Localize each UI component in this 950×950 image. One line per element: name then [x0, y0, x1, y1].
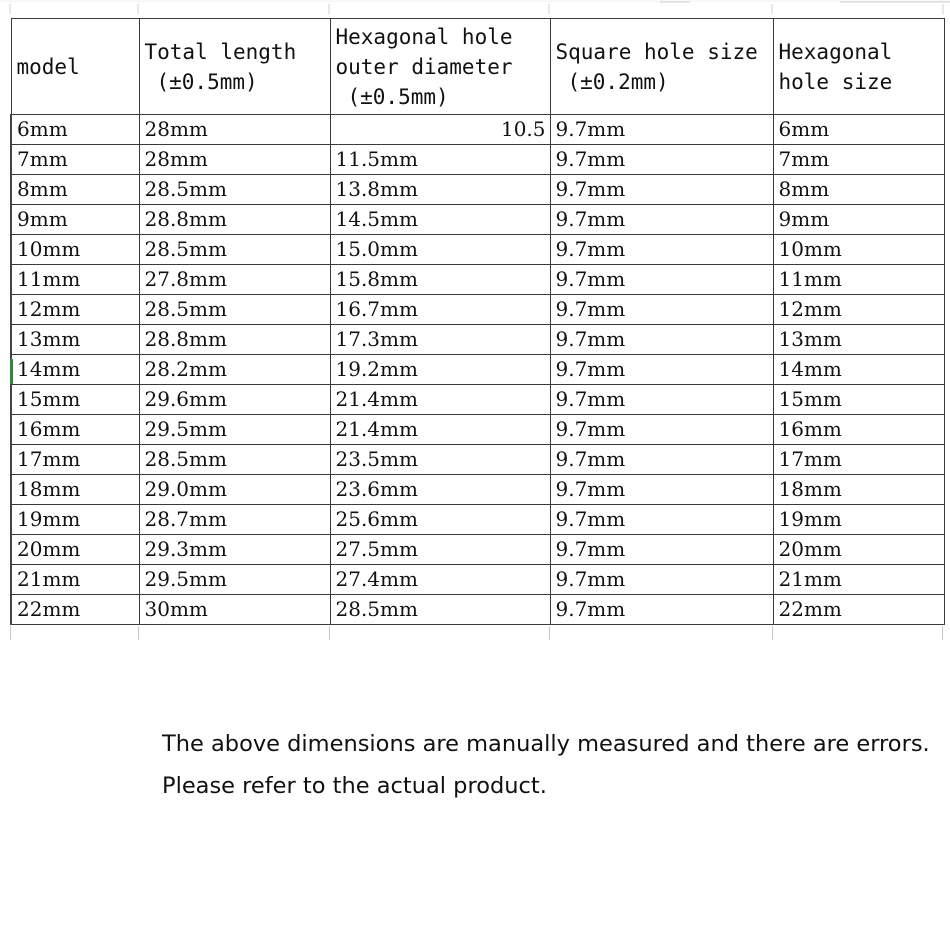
cell-hex-outer-diameter[interactable]: 16.7mm [330, 295, 550, 325]
header-hex-outer-diameter-line1: Hexagonal hole [335, 24, 513, 49]
cell-total-length[interactable]: 30mm [139, 595, 330, 625]
header-model-label: model [16, 54, 80, 79]
cell-hex-hole-size[interactable]: 21mm [773, 565, 944, 595]
table-row [11, 175, 944, 205]
cell-hex-outer-diameter[interactable]: 15.8mm [330, 265, 550, 295]
cell-square-hole-size[interactable]: 9.7mm [550, 505, 773, 535]
cell-total-length[interactable]: 27.8mm [139, 265, 330, 295]
cell-square-hole-size[interactable]: 9.7mm [550, 205, 773, 235]
cell-square-hole-size[interactable]: 9.7mm [550, 445, 773, 475]
cell-hex-outer-diameter[interactable]: 21.4mm [330, 415, 550, 445]
cell-hex-outer-diameter[interactable]: 11.5mm [330, 145, 550, 175]
cell-hex-outer-diameter[interactable]: 27.5mm [330, 535, 550, 565]
cell-hex-hole-size[interactable]: 22mm [773, 595, 944, 625]
header-hex-outer-diameter-tolerance: (±0.5mm) [347, 84, 449, 109]
cell-hex-hole-size[interactable]: 14mm [773, 355, 944, 385]
cell-model[interactable]: 21mm [11, 565, 139, 595]
cell-total-length[interactable]: 28.5mm [139, 175, 330, 205]
measurement-disclaimer [162, 723, 950, 807]
size-spec-table [10, 18, 945, 625]
cell-total-length[interactable]: 28.8mm [139, 205, 330, 235]
header-total-length-label: Total length [144, 39, 297, 64]
cell-hex-outer-diameter[interactable]: 21.4mm [330, 385, 550, 415]
cell-hex-hole-size[interactable]: 20mm [773, 535, 944, 565]
cell-model[interactable]: 19mm [11, 505, 139, 535]
cell-square-hole-size[interactable]: 9.7mm [550, 115, 773, 145]
cell-hex-outer-diameter[interactable]: 14.5mm [330, 205, 550, 235]
cell-hex-hole-size[interactable]: 11mm [773, 265, 944, 295]
cell-hex-hole-size[interactable]: 16mm [773, 415, 944, 445]
cell-total-length[interactable]: 29.5mm [139, 415, 330, 445]
header-hex-hole-size-line2: hole size [778, 69, 893, 94]
cell-hex-outer-diameter[interactable]: 23.6mm [330, 475, 550, 505]
cell-square-hole-size[interactable]: 9.7mm [550, 415, 773, 445]
cell-hex-outer-diameter[interactable]: 23.5mm [330, 445, 550, 475]
cell-hex-hole-size[interactable]: 8mm [773, 175, 944, 205]
active-cell-indicator [10, 359, 13, 384]
table-row [11, 505, 944, 535]
cell-square-hole-size[interactable]: 9.7mm [550, 535, 773, 565]
cell-square-hole-size[interactable]: 9.7mm [550, 565, 773, 595]
cell-total-length[interactable]: 28mm [139, 115, 330, 145]
table-row [11, 565, 944, 595]
cell-hex-hole-size[interactable]: 15mm [773, 385, 944, 415]
cell-total-length[interactable]: 28.5mm [139, 295, 330, 325]
cell-total-length[interactable]: 28mm [139, 145, 330, 175]
cell-model[interactable]: 15mm [11, 385, 139, 415]
cell-model[interactable]: 11mm [11, 265, 139, 295]
cell-square-hole-size[interactable]: 9.7mm [550, 145, 773, 175]
table-row [11, 535, 944, 565]
cell-model[interactable]: 9mm [11, 205, 139, 235]
table-row [11, 355, 944, 385]
header-hex-outer-diameter-line2: outer diameter [335, 54, 513, 79]
cell-model[interactable]: 22mm [11, 595, 139, 625]
header-square-hole-size-tolerance: (±0.2mm) [567, 69, 669, 94]
table-row [11, 385, 944, 415]
table-row [11, 325, 944, 355]
cell-hex-hole-size[interactable]: 19mm [773, 505, 944, 535]
cell-total-length[interactable]: 28.7mm [139, 505, 330, 535]
cell-model[interactable]: 14mm [11, 355, 139, 385]
cell-square-hole-size[interactable]: 9.7mm [550, 295, 773, 325]
cell-hex-outer-diameter[interactable]: 27.4mm [330, 565, 550, 595]
table-row [11, 295, 944, 325]
cell-model[interactable]: 18mm [11, 475, 139, 505]
cell-model[interactable]: 20mm [11, 535, 139, 565]
table-row [11, 235, 944, 265]
table-row [11, 205, 944, 235]
header-square-hole-size[interactable] [550, 19, 773, 115]
cell-model[interactable]: 7mm [11, 145, 139, 175]
cell-square-hole-size[interactable]: 9.7mm [550, 175, 773, 205]
cell-hex-hole-size[interactable]: 7mm [773, 145, 944, 175]
header-hex-hole-size-line1: Hexagonal [778, 39, 893, 64]
cell-total-length[interactable]: 29.0mm [139, 475, 330, 505]
cell-total-length[interactable]: 28.5mm [139, 235, 330, 265]
header-square-hole-size-label: Square hole size [555, 39, 758, 64]
cell-total-length[interactable]: 28.8mm [139, 325, 330, 355]
cell-square-hole-size[interactable]: 9.7mm [550, 385, 773, 415]
header-total-length[interactable] [139, 19, 330, 115]
cell-hex-hole-size[interactable]: 9mm [773, 205, 944, 235]
cell-hex-outer-diameter[interactable]: 15.0mm [330, 235, 550, 265]
cell-hex-outer-diameter[interactable]: 10.5 [330, 115, 550, 145]
cell-hex-outer-diameter[interactable]: 28.5mm [330, 595, 550, 625]
cell-hex-hole-size[interactable]: 13mm [773, 325, 944, 355]
disclaimer-line-2: Please refer to the actual product. [162, 773, 547, 799]
gridline-stubs [0, 626, 950, 640]
cell-square-hole-size[interactable]: 9.7mm [550, 595, 773, 625]
cell-model[interactable]: 16mm [11, 415, 139, 445]
header-hex-hole-size[interactable] [773, 19, 944, 115]
table-row [11, 595, 944, 625]
table-row [11, 115, 944, 145]
table-row [11, 265, 944, 295]
cell-hex-outer-diameter[interactable]: 17.3mm [330, 325, 550, 355]
cell-total-length[interactable]: 29.6mm [139, 385, 330, 415]
spec-table-container [10, 18, 943, 625]
cell-hex-hole-size[interactable]: 17mm [773, 445, 944, 475]
header-hex-outer-diameter[interactable] [330, 19, 550, 115]
cell-square-hole-size[interactable]: 9.7mm [550, 235, 773, 265]
top-edge-marks [0, 0, 950, 14]
cell-square-hole-size[interactable]: 9.7mm [550, 265, 773, 295]
table-row [11, 415, 944, 445]
cell-hex-hole-size[interactable]: 10mm [773, 235, 944, 265]
header-model[interactable] [11, 19, 139, 115]
cell-square-hole-size[interactable]: 9.7mm [550, 475, 773, 505]
cell-hex-hole-size[interactable]: 6mm [773, 115, 944, 145]
cell-hex-hole-size[interactable]: 18mm [773, 475, 944, 505]
cell-hex-outer-diameter[interactable]: 19.2mm [330, 355, 550, 385]
cell-model[interactable]: 10mm [11, 235, 139, 265]
cell-model[interactable]: 17mm [11, 445, 139, 475]
table-row [11, 445, 944, 475]
cell-total-length[interactable]: 28.2mm [139, 355, 330, 385]
header-row [11, 19, 944, 115]
disclaimer-line-1: The above dimensions are manually measured and there are errors. [162, 731, 930, 757]
cell-model[interactable]: 12mm [11, 295, 139, 325]
cell-model[interactable]: 8mm [11, 175, 139, 205]
table-row [11, 475, 944, 505]
cell-model[interactable]: 6mm [11, 115, 139, 145]
cell-total-length[interactable]: 29.3mm [139, 535, 330, 565]
table-row [11, 145, 944, 175]
cell-hex-outer-diameter[interactable]: 13.8mm [330, 175, 550, 205]
cell-total-length[interactable]: 29.5mm [139, 565, 330, 595]
cell-model[interactable]: 13mm [11, 325, 139, 355]
cell-hex-hole-size[interactable]: 12mm [773, 295, 944, 325]
cell-hex-outer-diameter[interactable]: 25.6mm [330, 505, 550, 535]
cell-square-hole-size[interactable]: 9.7mm [550, 355, 773, 385]
cell-square-hole-size[interactable]: 9.7mm [550, 325, 773, 355]
cell-total-length[interactable]: 28.5mm [139, 445, 330, 475]
header-total-length-tolerance: (±0.5mm) [156, 69, 258, 94]
